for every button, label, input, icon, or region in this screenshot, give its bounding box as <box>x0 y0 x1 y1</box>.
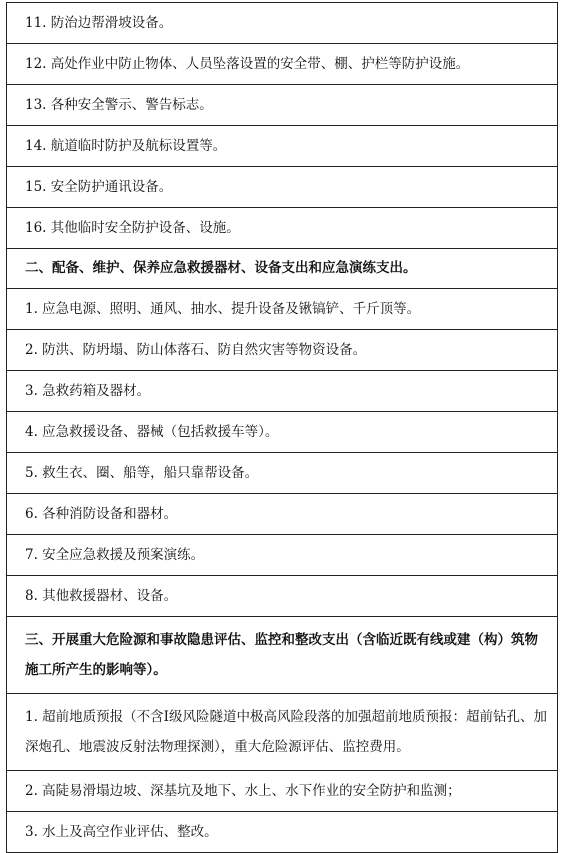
item-text: 11. 防治边帮滑坡设备。 <box>7 3 558 44</box>
table-row <box>7 412 558 453</box>
section-heading-row <box>7 617 558 694</box>
item-text: 3. 急救药箱及器材。 <box>7 371 558 412</box>
table-row <box>7 44 558 85</box>
item-text: 1. 超前地质预报（不含Ⅰ级风险隧道中极高风险段落的加强超前地质预报：超前钻孔、加深炮孔、地震波反射法物理探测），重大危险源评估、监控费用。 <box>7 694 558 771</box>
table-body <box>7 3 558 853</box>
item-text: 12. 高处作业中防止物体、人员坠落设置的安全带、棚、护栏等防护设施。 <box>7 44 558 85</box>
table-row <box>7 371 558 412</box>
table-row <box>7 126 558 167</box>
section-heading: 三、开展重大危险源和事故隐患评估、监控和整改支出（含临近既有线或建（构）筑物施工所产生的影响等）。 <box>7 617 558 694</box>
table-row <box>7 208 558 249</box>
item-text: 14. 航道临时防护及航标设置等。 <box>7 126 558 167</box>
item-text: 2. 高陡易滑塌边坡、深基坑及地下、水上、水下作业的安全防护和监测； <box>7 771 558 812</box>
table-row <box>7 3 558 44</box>
section-heading-row <box>7 249 558 289</box>
table-row <box>7 330 558 371</box>
item-text: 15. 安全防护通讯设备。 <box>7 167 558 208</box>
table-row <box>7 535 558 576</box>
table-row <box>7 812 558 853</box>
item-text: 5. 救生衣、圈、船等，船只靠帮设备。 <box>7 453 558 494</box>
table-row <box>7 85 558 126</box>
table-row <box>7 453 558 494</box>
table-row <box>7 694 558 771</box>
safety-cost-table <box>6 2 558 853</box>
table-row <box>7 576 558 617</box>
item-text: 6. 各种消防设备和器材。 <box>7 494 558 535</box>
item-text: 3. 水上及高空作业评估、整改。 <box>7 812 558 853</box>
item-text: 2. 防洪、防坍塌、防山体落石、防自然灾害等物资设备。 <box>7 330 558 371</box>
table-row <box>7 771 558 812</box>
section-heading: 二、配备、维护、保养应急救援器材、设备支出和应急演练支出。 <box>7 249 558 289</box>
table-row <box>7 167 558 208</box>
item-text: 16. 其他临时安全防护设备、设施。 <box>7 208 558 249</box>
item-text: 13. 各种安全警示、警告标志。 <box>7 85 558 126</box>
item-text: 7. 安全应急救援及预案演练。 <box>7 535 558 576</box>
item-text: 1. 应急电源、照明、通风、抽水、提升设备及锹镐铲、千斤顶等。 <box>7 289 558 330</box>
item-text: 4. 应急救援设备、器械（包括救援车等）。 <box>7 412 558 453</box>
table-row <box>7 494 558 535</box>
item-text: 8. 其他救援器材、设备。 <box>7 576 558 617</box>
table-row <box>7 289 558 330</box>
